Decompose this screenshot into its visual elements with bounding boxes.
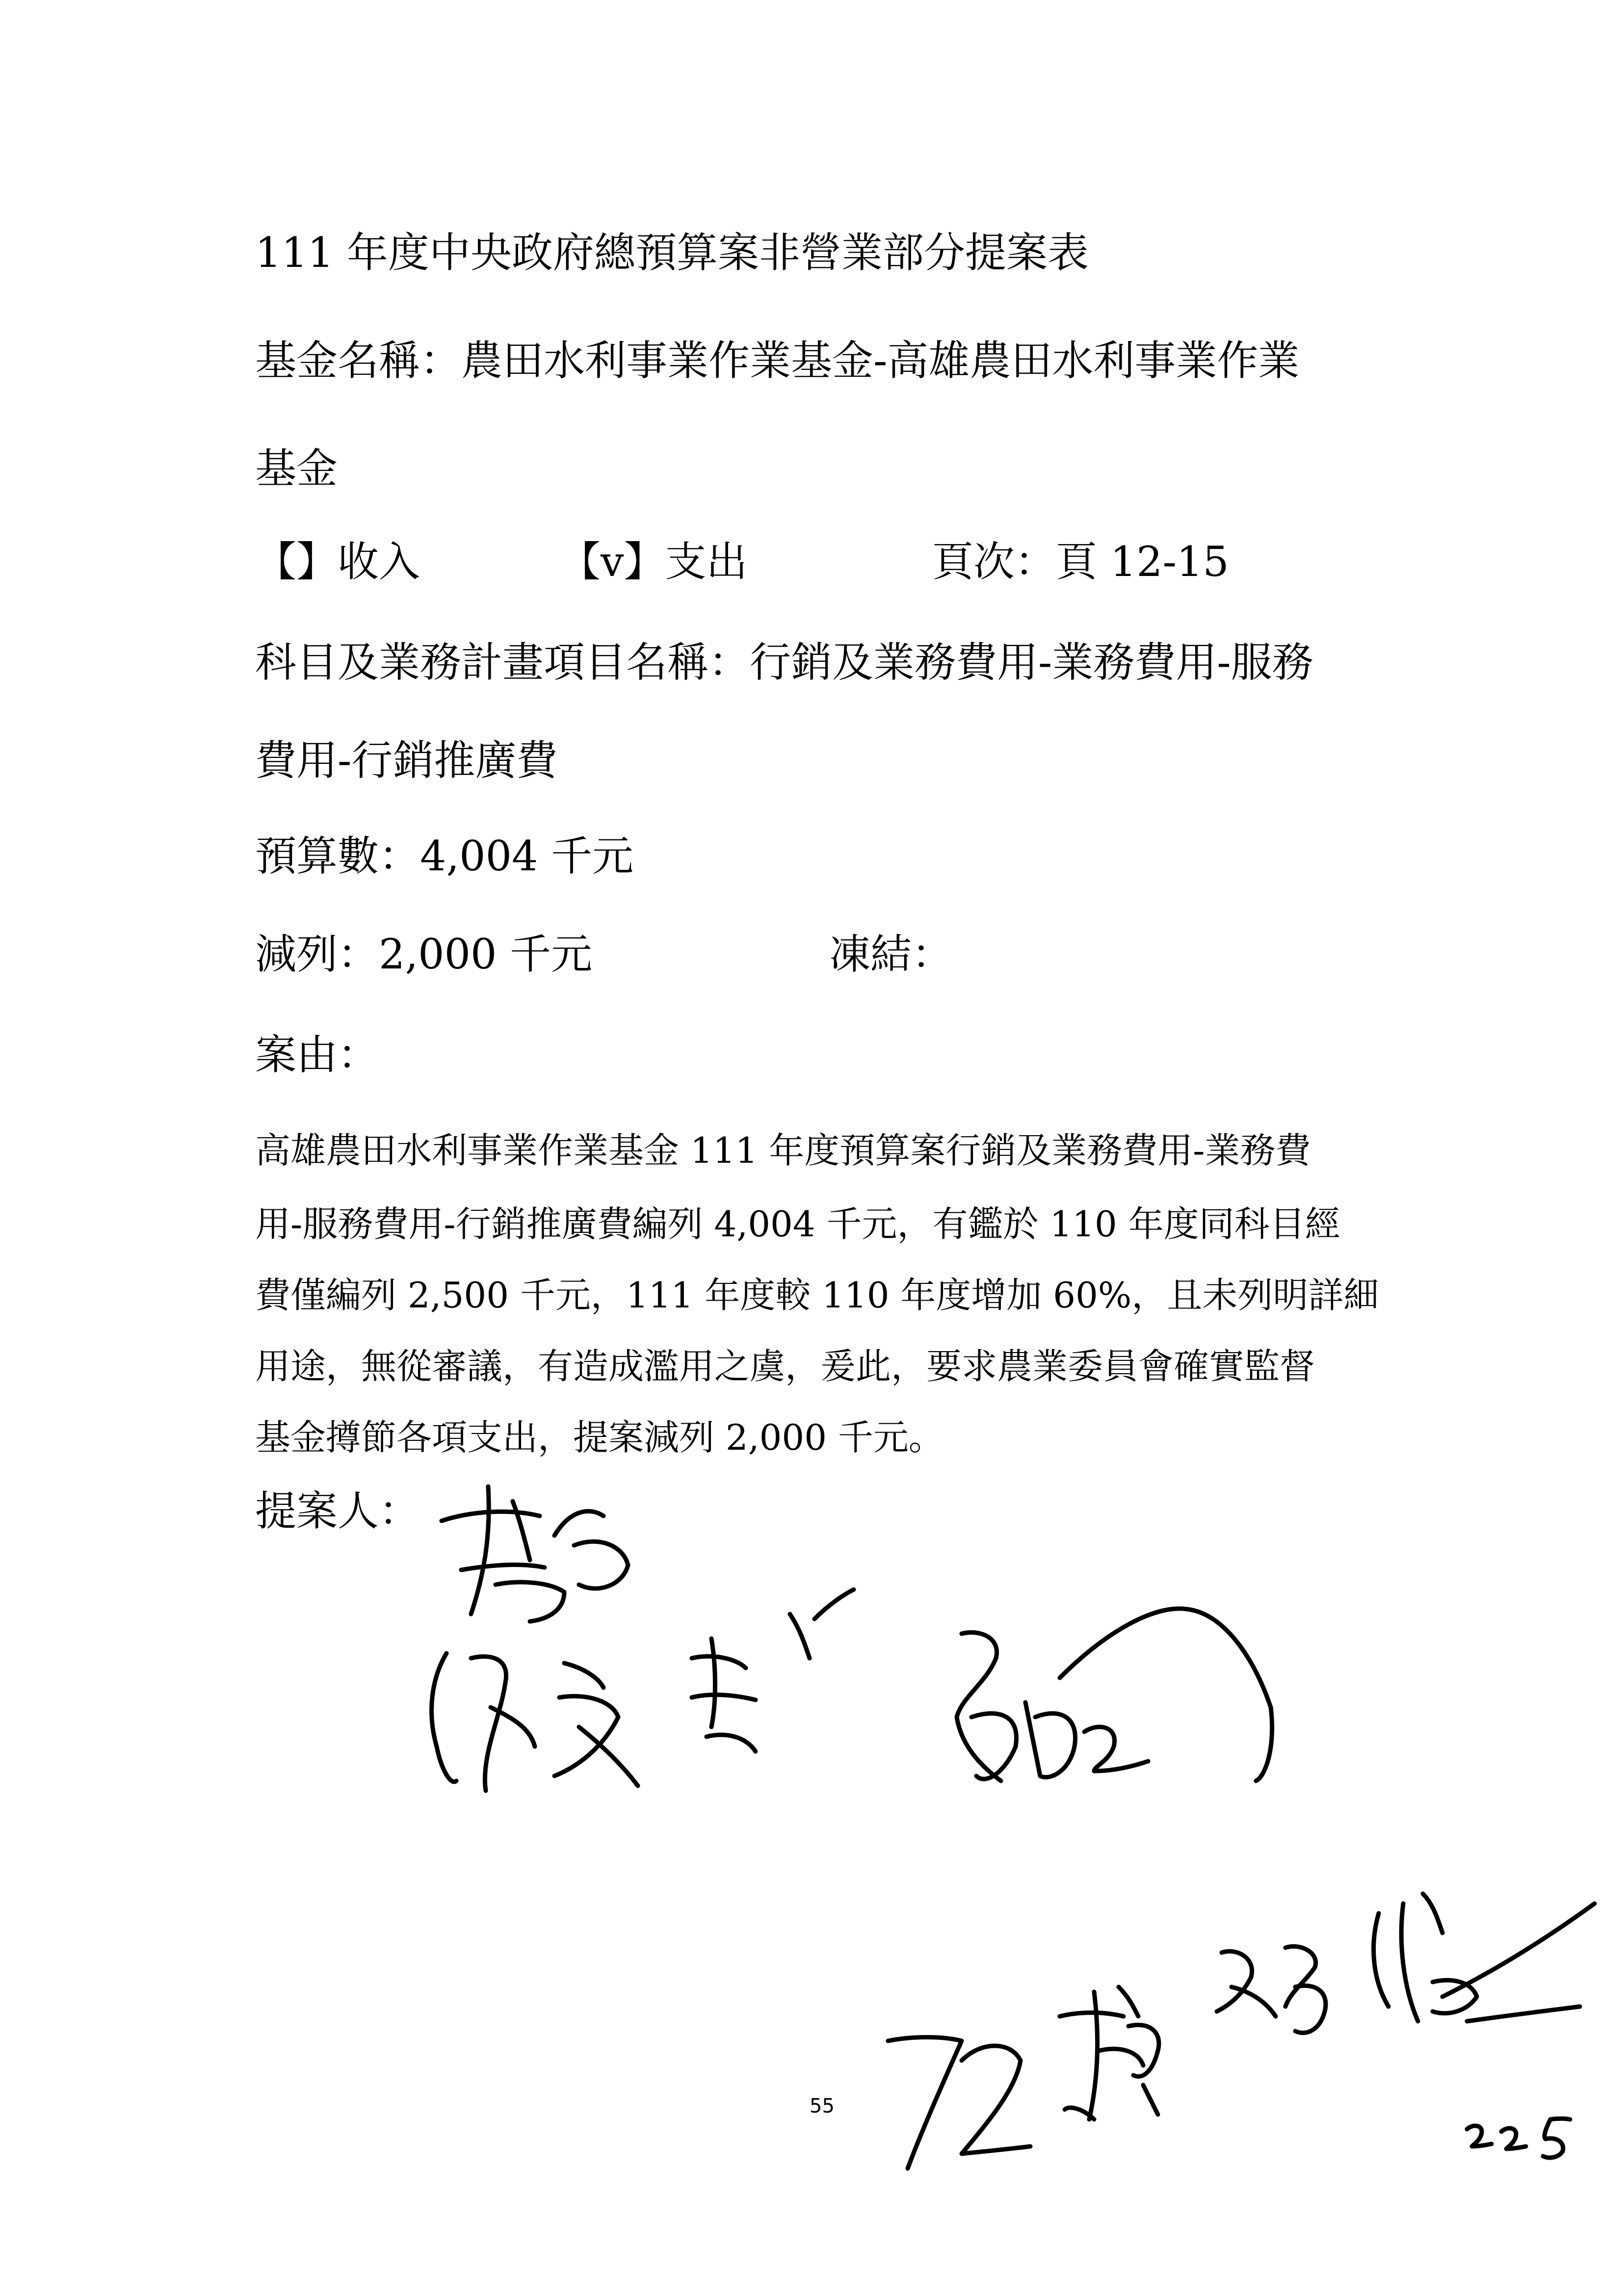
form-title: 111 年度中央政府總預算案非營業部分提案表	[255, 229, 1089, 277]
reason-line-5: 基金撙節各項支出，提案減列 2,000 千元。	[255, 1417, 944, 1458]
page-reference: 頁次：頁 12-15	[932, 538, 1229, 586]
income-checkbox: 【】收入	[255, 538, 420, 586]
signature-3	[957, 1609, 1272, 1781]
reason-line-4: 用途，無從審議，有造成濫用之虞，爰此，要求農業委員會確實監督	[255, 1346, 1315, 1387]
budget-amount: 預算數：4,004 千元	[255, 832, 634, 880]
signature-1	[442, 1487, 628, 1621]
item-name-line-1: 科目及業務計畫項目名稱：行銷及業務費用-業務費用-服務	[255, 638, 1313, 686]
reason-label: 案由：	[255, 1031, 379, 1079]
fund-name: 農田水利事業作業基金-高雄農田水利事業作業	[461, 337, 1300, 385]
reason-line-1: 高雄農田水利事業作業基金 111 年度預算案行銷及業務費用-業務費	[255, 1130, 1311, 1171]
reason-line-3: 費僅編列 2,500 千元，111 年度較 110 年度增加 60%，且未列明詳細	[255, 1275, 1379, 1316]
signature-4	[1060, 1894, 1595, 2119]
reason-line-2: 用-服務費用-行銷推廣費編列 4,004 千元，有鑑於 110 年度同科目經	[255, 1203, 1340, 1245]
expense-checkbox: 【v】支出	[559, 538, 748, 586]
fund-name-line-2: 基金	[255, 444, 338, 493]
fund-label: 基金名稱：	[255, 337, 462, 385]
page-number: 55	[810, 2095, 835, 2117]
signature-2	[432, 1590, 854, 1791]
item-name-line-2: 費用-行銷推廣費	[255, 736, 558, 784]
freeze-amount: 凍結：	[829, 930, 953, 978]
handwritten-number-72	[888, 2037, 1030, 2169]
fund-name-line-1	[255, 336, 1299, 385]
cut-amount: 減列：2,000 千元	[255, 930, 593, 978]
handwritten-note	[1467, 2119, 1570, 2158]
proposer-label: 提案人：	[255, 1487, 420, 1535]
